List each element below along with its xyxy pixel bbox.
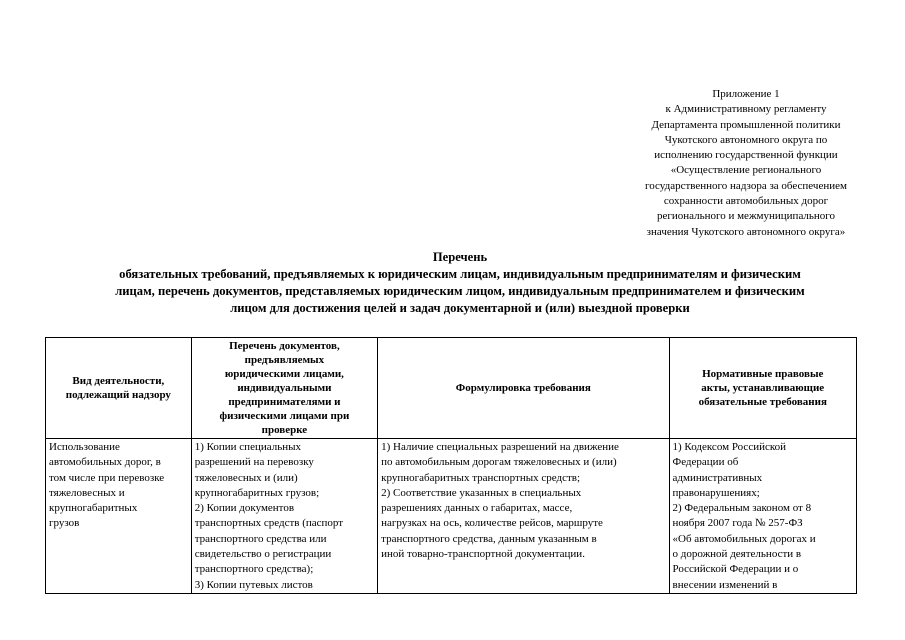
table-row [46, 439, 857, 594]
heading-title: Перечень [432, 250, 488, 264]
header-line: Перечень документов, [229, 340, 340, 352]
appendix-note [612, 87, 880, 240]
cell-line: том числе при перевозке [49, 471, 165, 484]
appendix-line: государственного надзора за обеспечением [645, 179, 847, 192]
header-line: индивидуальными [237, 382, 332, 394]
header-line: Вид деятельности, [72, 375, 165, 387]
header-line: физическими лицами при [219, 410, 350, 422]
document-heading [20, 249, 900, 317]
cell-line: внесении изменений в [672, 578, 778, 591]
cell-line: нагрузках на ось, количестве рейсов, маршруте [381, 517, 603, 530]
requirements-table [45, 337, 857, 594]
cell-line: разрешениях данных о габаритах, массе, [381, 502, 573, 515]
cell-line: транспортного средства или [194, 532, 327, 545]
cell-line: автомобильных дорог, в [49, 456, 161, 469]
cell-line: крупногабаритных транспортных средств; [381, 471, 581, 484]
header-activity-type [46, 338, 192, 439]
header-line: проверке [261, 424, 308, 436]
cell-line: тяжеловесных и [49, 486, 125, 499]
cell-requirement-wording [378, 439, 669, 594]
header-line: предпринимателями и [228, 396, 341, 408]
cell-line: Использование [49, 441, 120, 453]
cell-line: разрешений на перевозку [194, 456, 314, 469]
cell-activity-type [46, 439, 192, 594]
cell-line: 1) Копии специальных [194, 441, 301, 453]
appendix-line: исполнению государственной функции [654, 149, 838, 162]
cell-line: транспортного средства); [194, 563, 314, 576]
appendix-line: Чукотского автономного округа по [664, 133, 828, 146]
header-line: юридическими лицами, [224, 368, 344, 380]
cell-line: грузов [49, 517, 80, 530]
cell-line: о дорожной деятельности в [672, 548, 802, 561]
table-header-row [46, 338, 857, 439]
cell-line: крупногабаритных [49, 502, 138, 515]
heading-line: обязательных требований, предъявляемых к юридическим лицам, индивидуальным предпринимателям и физическим [119, 267, 801, 281]
header-requirement-wording [378, 338, 669, 439]
appendix-line: к Административному регламенту [665, 103, 827, 116]
cell-line: 1) Наличие специальных разрешений на движение [381, 441, 619, 453]
cell-line: свидетельство о регистрации [194, 548, 332, 561]
cell-line: 1) Кодексом Российской [672, 441, 787, 453]
appendix-line: значения Чукотского автономного округа» [646, 225, 846, 238]
header-line: Нормативные правовые [702, 368, 824, 380]
cell-line: административных [672, 471, 763, 484]
cell-line: транспортных средств (паспорт [194, 517, 344, 530]
header-line: Формулировка требования [455, 382, 591, 394]
cell-line: правонарушениях; [672, 486, 760, 499]
appendix-line: регионального и межмуниципального [656, 210, 836, 223]
cell-line: 2) Копии документов [194, 502, 295, 515]
appendix-line: Департамента промышленной политики [651, 118, 841, 131]
header-line: акты, устанавливающие [701, 382, 825, 394]
cell-line: Российской Федерации и о [672, 563, 799, 576]
cell-line: транспортного средства, данным указанным в [381, 532, 597, 545]
cell-line: Федерации об [672, 456, 739, 469]
header-legal-acts [669, 338, 857, 439]
header-documents-list [191, 338, 377, 439]
cell-line: 3) Копии путевых листов [194, 578, 313, 591]
appendix-line: Приложение 1 [712, 88, 780, 100]
appendix-line: сохранности автомобильных дорог [663, 195, 829, 208]
header-line: предъявляемых [244, 354, 325, 366]
cell-line: иной товарно-транспортной документации. [381, 548, 585, 561]
cell-line: «Об автомобильных дорогах и [672, 532, 816, 545]
cell-line: 2) Федеральным законом от 8 [672, 502, 812, 515]
heading-line: лицам, перечень документов, представляемых юридическим лицом, индивидуальным предпринимателем и физическим [115, 284, 805, 298]
cell-line: 2) Соответствие указанных в специальных [381, 486, 582, 499]
cell-documents-list [191, 439, 377, 594]
cell-line: тяжеловесных и (или) [194, 471, 298, 484]
cell-line: крупногабаритных грузов; [194, 486, 320, 499]
header-line: подлежащий надзору [65, 389, 171, 401]
appendix-line: «Осуществление регионального [670, 164, 822, 177]
cell-line: ноября 2007 года № 257-ФЗ [672, 517, 803, 530]
heading-line: лицом для достижения целей и задач документарной и (или) выездной проверки [230, 301, 690, 315]
cell-legal-acts [669, 439, 857, 594]
header-line: обязательные требования [698, 396, 827, 408]
cell-line: по автомобильным дорогам тяжеловесных и (или) [381, 456, 617, 469]
